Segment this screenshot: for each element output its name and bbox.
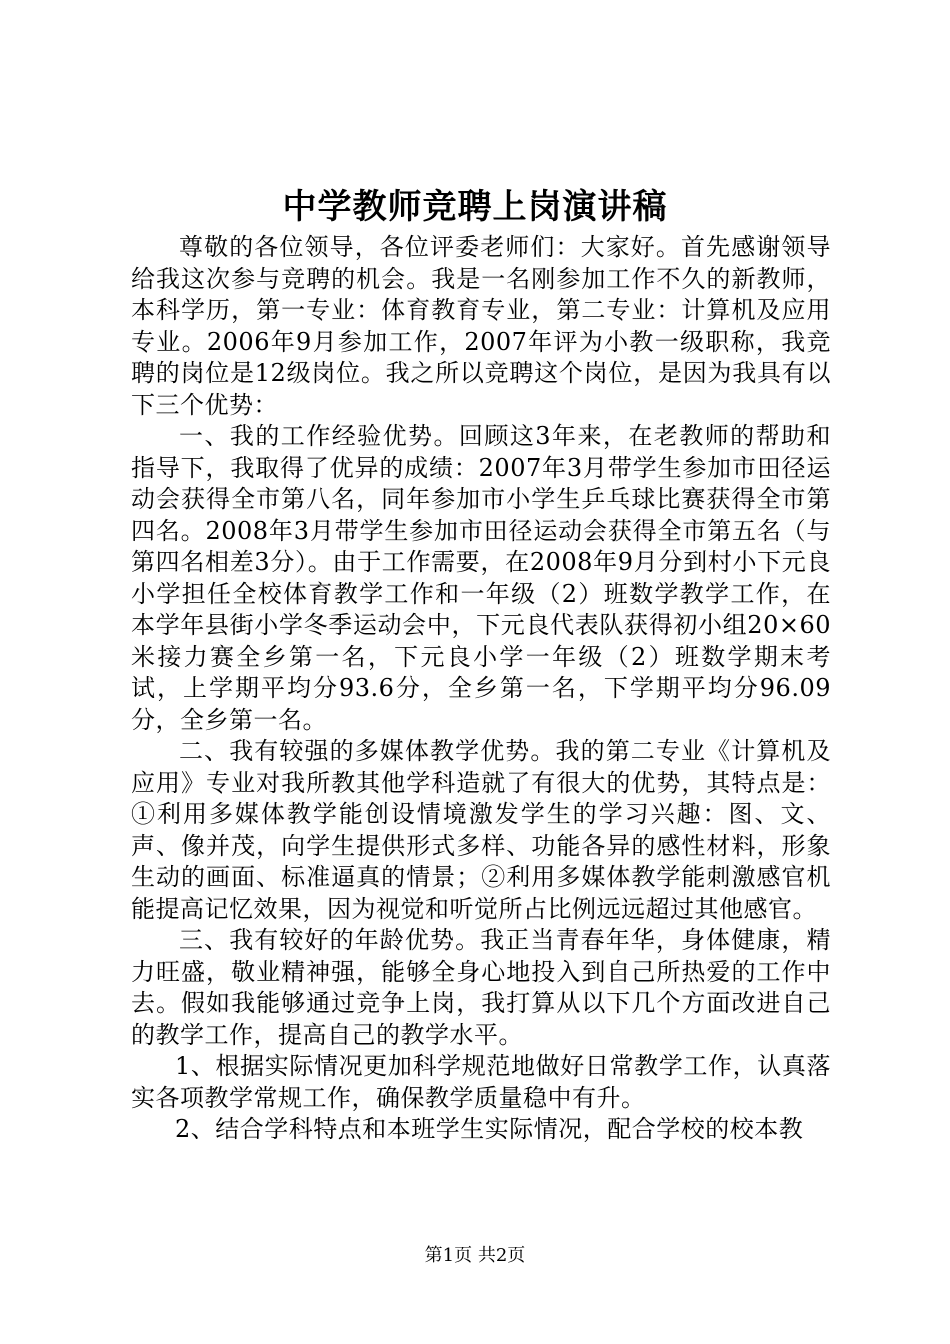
paragraph-multimedia: 二、我有较强的多媒体教学优势。我的第二专业《计算机及应用》专业对我所教其他学科造就了有很大的优势，其特点是：①利用多媒体教学能创设情境激发学生的学习兴趣：图、文、声、像并茂，向学生提供形式多样、功能各异的感性材料，形象生动的画面、标准逼真的情景；②利用多媒体教学能刺激感官机能提高记忆效果，因为视觉和听觉所占比例远远超过其他感官。 — [131, 737, 831, 923]
document-title: 中学教师竞聘上岗演讲稿 — [282, 187, 668, 227]
paragraph-age: 三、我有较好的年龄优势。我正当青春年华，身体健康，精力旺盛，敬业精神强，能够全身心地投入到自己所热爱的工作中去。假如我能够通过竞争上岗，我打算从以下几个方面改进自己的教学工作，提高自己的教学水平。 — [131, 926, 831, 1049]
document-body — [131, 232, 831, 1146]
page-number: 第1页 共2页 — [424, 1245, 526, 1266]
paragraph-work-experience: 一、我的工作经验优势。回顾这3年来，在老教师的帮助和指导下，我取得了优异的成绩：2007年3月带学生参加市田径运动会获得全市第八名，同年参加市小学生乒乓球比赛获得全市第四名。2008年3月带学生参加市田径运动会获得全市第五名（与第四名相差3分）。由于工作需要，在2008年9月分到村小下元良小学担任全校体育教学工作和一年级（2）班数学教学工作，在本学年县街小学冬季运动会中，下元良代表队获得初小组20×60米接力赛全乡第一名，下元良小学一年级（2）班数学期末考试，上学期平均分93.6分，全乡第一名，下学期平均分96.09分，全乡第一名。 — [131, 422, 831, 734]
list-item-2: 2、结合学科特点和本班学生实际情况，配合学校的校本教 — [175, 1115, 804, 1143]
list-item-1: 1、根据实际情况更加科学规范地做好日常教学工作，认真落实各项教学常规工作，确保教学质量稳中有升。 — [131, 1052, 831, 1112]
paragraph-intro: 尊敬的各位领导，各位评委老师们：大家好。首先感谢领导给我这次参与竞聘的机会。我是一名刚参加工作不久的新教师，本科学历，第一专业：体育教育专业，第二专业：计算机及应用专业。2006年9月参加工作，2007年评为小教一级职称，我竞聘的岗位是12级岗位。我之所以竞聘这个岗位，是因为我具有以下三个优势： — [131, 233, 831, 419]
